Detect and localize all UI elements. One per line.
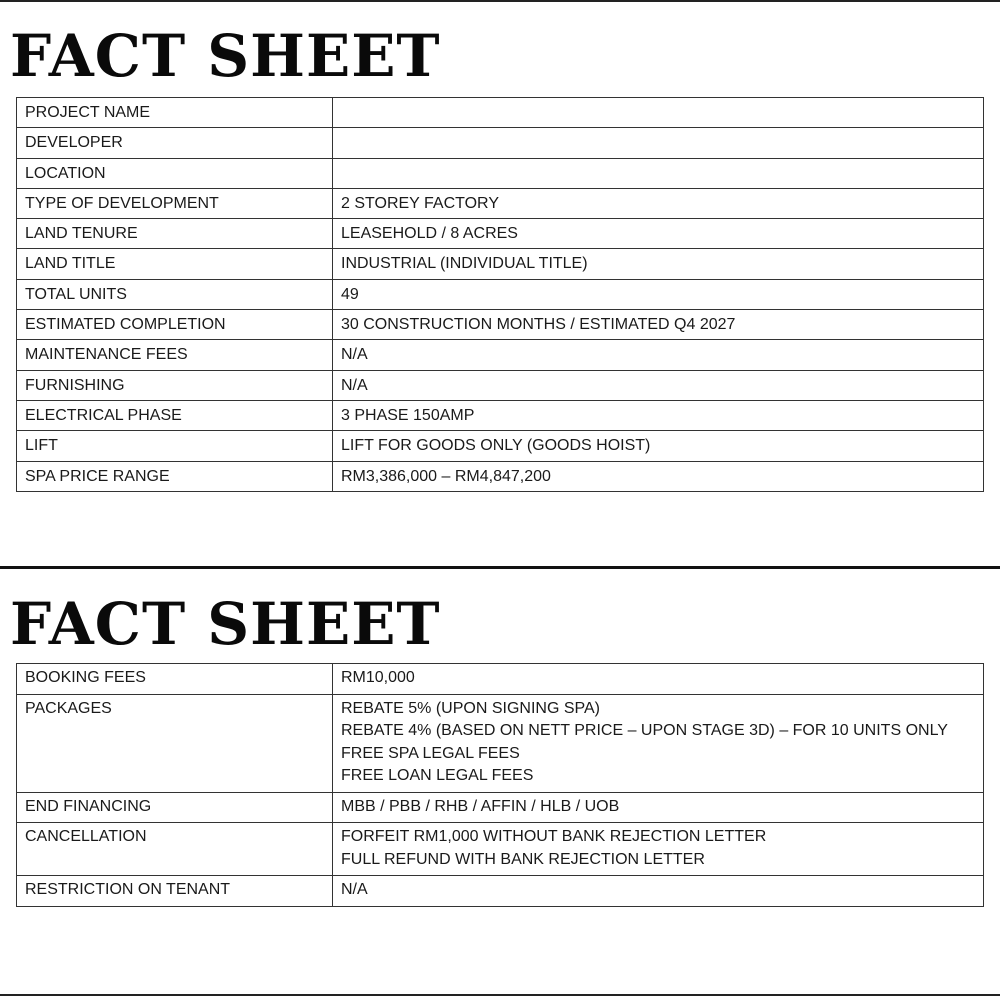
row-label: DEVELOPER <box>17 128 333 158</box>
value-line: REBATE 4% (BASED ON NETT PRICE – UPON STAGE 3D) – FOR 10 UNITS ONLY <box>341 722 948 739</box>
row-label: SPA PRICE RANGE <box>17 461 333 491</box>
table-row <box>17 219 984 249</box>
row-value <box>333 664 984 695</box>
value-line: MBB / PBB / RHB / AFFIN / HLB / UOB <box>341 797 620 815</box>
table-row <box>17 400 984 430</box>
table-row <box>17 431 984 461</box>
row-label: LIFT <box>17 431 333 461</box>
fact-table-2 <box>16 663 984 907</box>
table-row <box>17 664 984 695</box>
table-row <box>17 188 984 218</box>
row-value: LEASEHOLD / 8 ACRES <box>333 219 984 249</box>
value-line: FORFEIT RM1,000 WITHOUT BANK REJECTION LETTER <box>341 828 767 845</box>
table-row <box>17 876 984 907</box>
row-label: PACKAGES <box>17 694 333 792</box>
row-value: LIFT FOR GOODS ONLY (GOODS HOIST) <box>333 431 984 461</box>
row-value: INDUSTRIAL (INDIVIDUAL TITLE) <box>333 249 984 279</box>
row-value: 2 STOREY FACTORY <box>333 188 984 218</box>
value-line: FULL REFUND WITH BANK REJECTION LETTER <box>341 850 705 868</box>
row-value <box>333 792 984 823</box>
row-label: BOOKING FEES <box>17 664 333 695</box>
row-value <box>333 98 984 128</box>
table-row <box>17 370 984 400</box>
row-value <box>333 694 984 792</box>
row-value: N/A <box>333 370 984 400</box>
row-label: ELECTRICAL PHASE <box>17 400 333 430</box>
fact-sheet-panel-2 <box>0 566 1000 996</box>
row-label: FURNISHING <box>17 370 333 400</box>
row-value: N/A <box>333 340 984 370</box>
row-label: ESTIMATED COMPLETION <box>17 310 333 340</box>
row-label: LAND TITLE <box>17 249 333 279</box>
table-row <box>17 694 984 792</box>
table-row <box>17 310 984 340</box>
table-row <box>17 98 984 128</box>
row-label: PROJECT NAME <box>17 98 333 128</box>
table-row <box>17 249 984 279</box>
value-line: N/A <box>341 881 368 898</box>
table-row <box>17 823 984 876</box>
value-line: FREE LOAN LEGAL FEES <box>341 767 534 784</box>
row-label: TYPE OF DEVELOPMENT <box>17 188 333 218</box>
row-value <box>333 823 984 876</box>
fact-table-1 <box>16 97 984 492</box>
row-label: LOCATION <box>17 158 333 188</box>
row-label: RESTRICTION ON TENANT <box>17 876 333 907</box>
table-row <box>17 340 984 370</box>
row-label: TOTAL UNITS <box>17 279 333 309</box>
row-value <box>333 158 984 188</box>
row-value: 3 PHASE 150AMP <box>333 400 984 430</box>
row-value: 30 CONSTRUCTION MONTHS / ESTIMATED Q4 2027 <box>333 310 984 340</box>
value-line: FREE SPA LEGAL FEES <box>341 744 520 762</box>
table-row <box>17 158 984 188</box>
row-label: CANCELLATION <box>17 823 333 876</box>
value-line: RM10,000 <box>341 669 415 686</box>
row-value: 49 <box>333 279 984 309</box>
row-value: RM3,386,000 – RM4,847,200 <box>333 461 984 491</box>
row-label: LAND TENURE <box>17 219 333 249</box>
value-line: REBATE 5% (UPON SIGNING SPA) <box>341 699 601 717</box>
fact-sheet-title: FACT SHEET <box>10 590 441 658</box>
row-value <box>333 128 984 158</box>
table-row <box>17 279 984 309</box>
table-row <box>17 128 984 158</box>
row-label: END FINANCING <box>17 792 333 823</box>
row-label: MAINTENANCE FEES <box>17 340 333 370</box>
table-row <box>17 792 984 823</box>
row-value <box>333 876 984 907</box>
table-row <box>17 461 984 491</box>
fact-sheet-title: FACT SHEET <box>10 22 441 90</box>
